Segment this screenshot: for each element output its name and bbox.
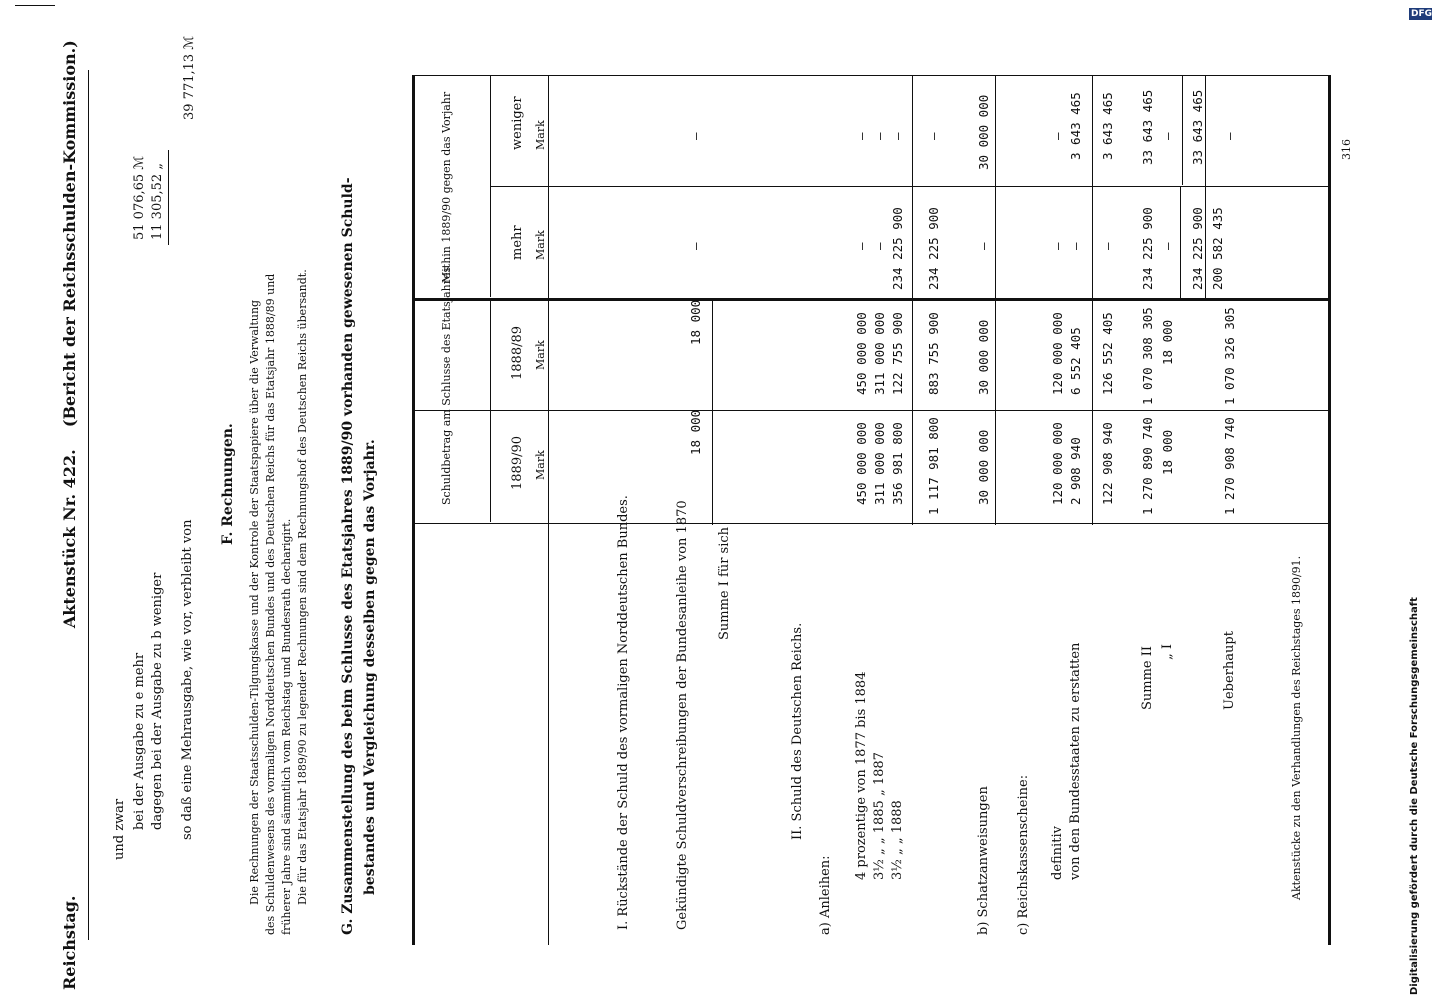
row-label-4: a) Anleihen: <box>818 855 833 935</box>
intro-sum-rule <box>168 150 169 245</box>
v2-row17: 1 070 326 305 <box>1222 307 1237 405</box>
row-label-0: I. Rückstände der Schuld des vormaligen Norddeutschen Bundes. <box>616 495 631 930</box>
sum-rule-final <box>1205 75 1206 301</box>
v2-row7: 122 755 900 <box>890 312 905 395</box>
v1-row6: 311 000 000 <box>872 422 887 505</box>
col-weniger-header: weniger <box>510 96 525 150</box>
v4-row1: — <box>688 132 703 140</box>
row-label-15: „ I <box>1160 643 1175 660</box>
v2-row1: 18 000 <box>688 299 703 345</box>
v4-row13: 3 643 465 <box>1100 92 1115 160</box>
v4-row16: 33 643 465 <box>1190 89 1205 165</box>
table-top-rule <box>415 75 1330 76</box>
sidebar-credit-text: Digitalisierung gefördert durch die Deutsche Forschungsgemeinschaft <box>1409 597 1420 995</box>
header-rule <box>88 70 89 940</box>
v1-row1: 18 000 <box>688 409 703 455</box>
intro-line2-label: dagegen bei der Ausgabe zu b weniger <box>150 572 165 830</box>
dfg-logo: DFG <box>1409 8 1432 20</box>
v3-row11: — <box>1050 242 1065 250</box>
v1-row14: 1 270 890 740 <box>1140 417 1155 515</box>
v2-row12: 6 552 405 <box>1068 327 1083 395</box>
v2-row13: 126 552 405 <box>1100 312 1115 395</box>
v4-row17: — <box>1222 132 1237 140</box>
col-group1-subrule <box>490 300 491 522</box>
row-label-6: 3½ „ „ 1885 „ 1887 <box>872 752 887 880</box>
v1-row9: 30 000 000 <box>976 429 991 505</box>
v4-row7: — <box>890 132 905 140</box>
v4-row6: — <box>872 132 887 140</box>
v4-row11: — <box>1050 132 1065 140</box>
intro-line3-label: so daß eine Mehrausgabe, wie vor, verbleibt von <box>180 519 195 840</box>
col-mehr-header: mehr <box>510 225 525 260</box>
v1-row7: 356 981 800 <box>890 422 905 505</box>
intro-line1-label: bei der Ausgabe zu e mehr <box>132 652 147 830</box>
v1-row11: 120 000 000 <box>1050 422 1065 505</box>
intro-line3-value: 39 771,13 ℳ <box>182 35 197 120</box>
v4-row8: — <box>926 132 941 140</box>
v1-row13: 122 908 940 <box>1100 422 1115 505</box>
header-bericht: (Bericht der Reichsschulden-Kommission.) <box>60 40 79 428</box>
v4-row5: — <box>854 132 869 140</box>
sidebar-credit <box>1405 0 1432 1000</box>
row-label-12: von den Bundesstaaten zu erstatten <box>1068 642 1083 880</box>
v3-row14: 234 225 900 <box>1140 207 1155 290</box>
col-group1-header: Schuldbetrag am Schlusse des Etatsjahres <box>440 266 453 505</box>
v4-row12: 3 643 465 <box>1068 92 1083 160</box>
v1-row17: 1 270 908 740 <box>1222 417 1237 515</box>
v3-row9: — <box>976 242 991 250</box>
v3-row17: 200 582 435 <box>1210 207 1225 290</box>
col-group2-subrule <box>490 75 491 297</box>
sum-rule-mehr <box>1180 186 1181 298</box>
row-label-14: Summe II <box>1140 645 1155 710</box>
table-left-border <box>412 75 415 945</box>
col-group2-header: Mithin 1889/90 gegen das Vorjahr <box>440 91 453 283</box>
row-label-3: II. Schuld des Deutschen Reichs. <box>790 622 805 840</box>
v1-row12: 2 908 940 <box>1068 437 1083 505</box>
section-f-line4: Die für das Etatsjahr 1889/90 zu legender Rechnungen sind dem Rechnungshof des Deutschen Reichs übersandt. <box>296 269 309 905</box>
table-col-rule-label <box>415 523 1330 524</box>
v4-row9: 30 000 000 <box>976 94 991 170</box>
v3-row12: — <box>1068 242 1083 250</box>
table-col-rule-1 <box>415 410 1330 411</box>
col-1888-header: 1888/89 <box>510 325 525 380</box>
section-f-line3: früherer Jahre sind sämmtlich vom Reichstag und Bundesrath decharigirt. <box>280 518 293 935</box>
sum-rule-i <box>712 300 713 525</box>
v2-row5: 450 000 000 <box>854 312 869 395</box>
v2-row14: 1 070 308 305 <box>1140 307 1155 405</box>
v3-row5: — <box>854 242 869 250</box>
v4-row15: — <box>1160 132 1175 140</box>
row-label-17: Ueberhaupt <box>1222 631 1237 710</box>
v2-row15: 18 000 <box>1160 319 1175 365</box>
v3-row8: 234 225 900 <box>926 207 941 290</box>
header-aktenstueck: Aktenstück Nr. 422. <box>60 449 79 629</box>
section-g-title-2: bestandes und Vergleichung desselben gegen das Vorjahr. <box>362 439 378 895</box>
v1-row5: 450 000 000 <box>854 422 869 505</box>
v1-row15: 18 000 <box>1160 429 1175 475</box>
v2-row11: 120 000 000 <box>1050 312 1065 395</box>
page-header <box>60 0 79 990</box>
row-label-2: Summe I für sich <box>717 526 732 640</box>
row-label-5: 4 prozentige von 1877 bis 1884 <box>854 671 869 880</box>
v2-row9: 30 000 000 <box>976 319 991 395</box>
table-header-rule <box>548 75 549 945</box>
unit-3: Mark <box>534 230 547 260</box>
intro-und-zwar: und zwar <box>112 798 127 860</box>
v2-row8: 883 755 900 <box>926 312 941 395</box>
unit-2: Mark <box>534 340 547 370</box>
intro-line1-value: 51 076,65 ℳ <box>132 155 147 240</box>
row-label-10: c) Reichskassenscheine: <box>1016 774 1031 935</box>
v4-row14: 33 643 465 <box>1140 89 1155 165</box>
v3-row16: 234 225 900 <box>1190 207 1205 290</box>
header-reichstag: Reichstag. <box>60 895 79 990</box>
row-label-11: definitiv <box>1050 826 1065 880</box>
v3-row1: — <box>688 242 703 250</box>
row-label-9: b) Schatzanweisungen <box>976 786 991 935</box>
top-rule <box>15 5 55 6</box>
row-label-1: Gekündigte Schuldverschreibungen der Bundesanleihe von 1870 <box>675 500 690 930</box>
footer-sheet: 316 <box>1340 139 1353 160</box>
section-f-title: F. Rechnungen. <box>220 423 236 545</box>
v3-row6: — <box>872 242 887 250</box>
v1-row8: 1 117 981 800 <box>926 417 941 515</box>
v3-row15: — <box>1160 242 1175 250</box>
row-label-7: 3½ „ „ 1888 <box>890 800 905 880</box>
v2-row6: 311 000 000 <box>872 312 887 395</box>
v3-row13: — <box>1100 242 1115 250</box>
v3-row7: 234 225 900 <box>890 207 905 290</box>
footer-note: Aktenstücke zu den Verhandlungen des Reichstages 1890/91. <box>1290 555 1303 900</box>
table-col-rule-2 <box>415 298 1330 301</box>
sum-rule-c <box>1092 75 1093 525</box>
sum-rule-b <box>995 75 996 525</box>
intro-line2-value: 11 305,52 „ <box>150 162 165 240</box>
unit-4: Mark <box>534 120 547 150</box>
section-f-line2: des Schuldenwesens des vormaligen Norddeutschen Bundes und des Deutschen Reichs für das Etatsjahr 1888/89 und <box>264 273 277 935</box>
sum-rule-a <box>912 75 913 525</box>
col-1889-header: 1889/90 <box>510 435 525 490</box>
sum-rule-weniger <box>1182 75 1183 185</box>
section-f-line1: Die Rechnungen der Staatsschulden-Tilgungskasse und der Kontrole der Staatspapiere über die Verwaltung <box>248 299 261 905</box>
table-right-border <box>1328 75 1331 945</box>
unit-1: Mark <box>534 450 547 480</box>
section-g-title-1: G. Zusammenstellung des beim Schlusse des Etatsjahres 1889/90 vorhanden gewesenen Schuld- <box>340 177 356 935</box>
table-col-rule-3 <box>490 186 1330 187</box>
